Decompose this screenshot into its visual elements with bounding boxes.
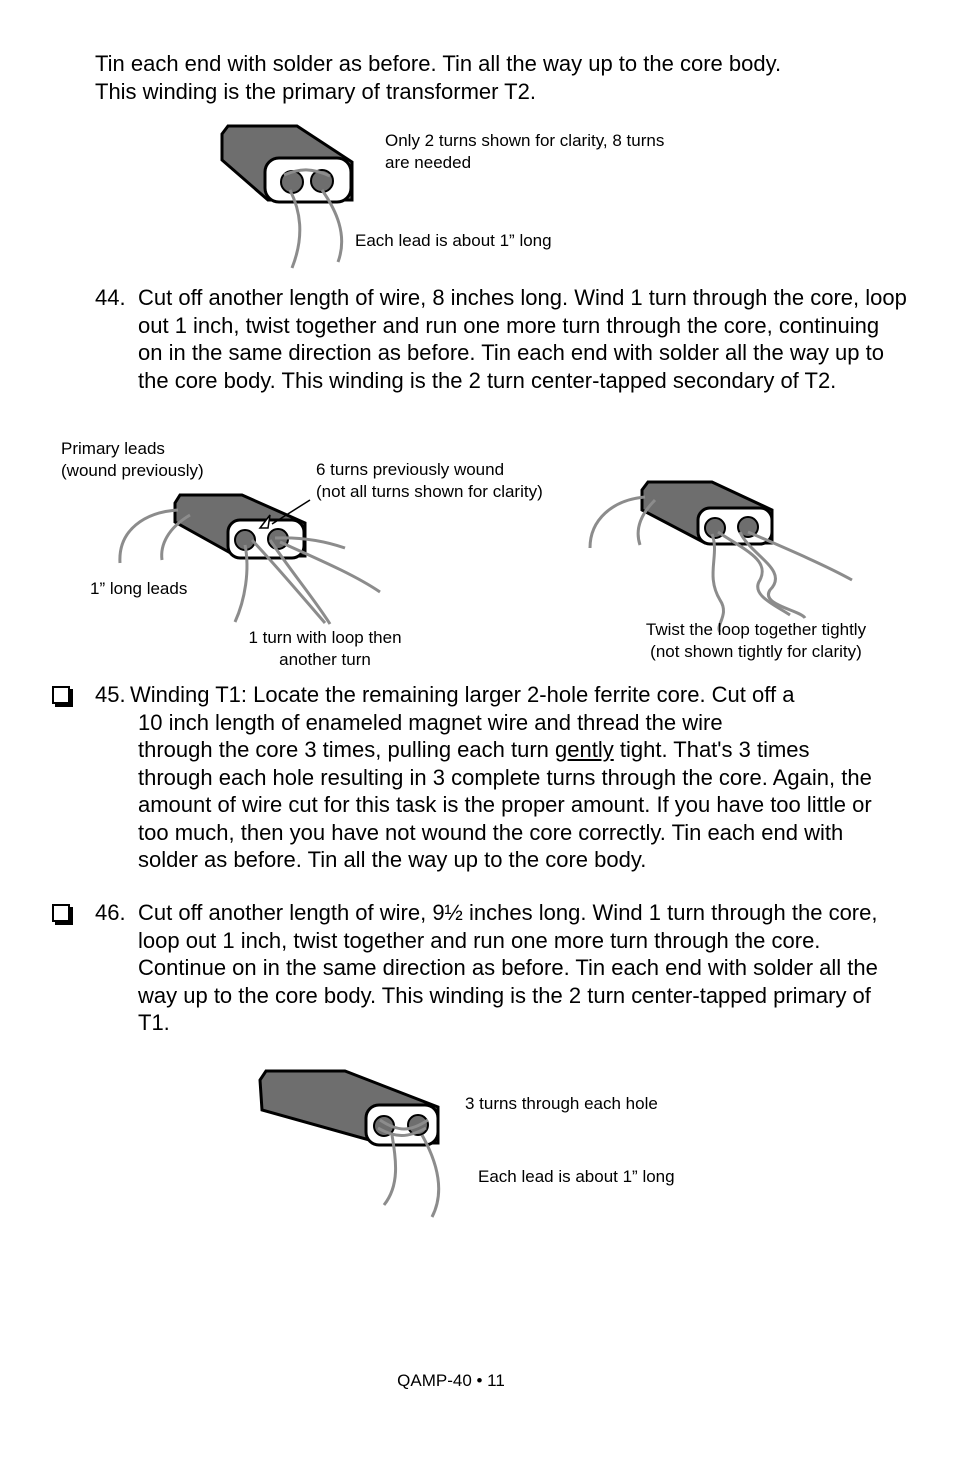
figure2-six-turns-line-1: 6 turns previously wound [316, 460, 505, 479]
figure2-loop-line-1: 1 turn with loop then [248, 628, 402, 647]
figure1-caption-leads: Each lead is about 1” long [355, 231, 552, 250]
step-44-number: 44. [95, 285, 126, 310]
figure3-caption-leads: Each lead is about 1” long [478, 1167, 675, 1186]
step-45-number: 45. [95, 682, 126, 707]
step-45-line-2: 10 inch length of enameled magnet wire and thread the wire [138, 709, 723, 735]
step-45-rest: through each hole resulting in 3 complete turns through the core. Again, the amount of wire cut for this task is the proper amount. If you have too little or too much, then you have not wound the core correctly. Tin each end with solder as before. Tin all the way up to the core body. [138, 764, 872, 872]
figure2-loop-line-2: another turn [279, 650, 371, 669]
page-footer: QAMP-40 • 11 [397, 1371, 505, 1390]
figure2-long-leads-label: 1” long leads [90, 579, 188, 598]
figure3-caption-turns: 3 turns through each hole [465, 1094, 658, 1113]
intro-line-2: This winding is the primary of transformer T2. [95, 78, 536, 104]
figure2-primary-leads-line-1: Primary leads [61, 439, 165, 458]
step-45-gently-emphasis: gently [555, 737, 614, 762]
figure2-twist-line-2: (not shown tightly for clarity) [650, 642, 862, 661]
intro-line-1: Tin each end with solder as before. Tin all the way up to the core body. [95, 51, 782, 76]
step-46-number: 46. [95, 900, 126, 925]
step-45-line-3-end: tight. That's 3 times [613, 737, 810, 762]
figure2-twist-line-1: Twist the loop together tightly [645, 620, 867, 639]
step-46-text: Cut off another length of wire, 9½ inches long. Wind 1 turn through the core, loop out 1 inch, twist together and run one more turn through the core. Continue on in the same direction as before. Tin each end with solder all the way up to the core body. This winding is the 2 turn center-tapped primary of T1. [138, 900, 878, 1035]
figure1-caption-turns: Only 2 turns shown for clarity, 8 turns are needed [385, 131, 665, 172]
figure2-six-turns-line-2: (not all turns shown for clarity) [316, 482, 543, 501]
step-44-text: Cut off another length of wire, 8 inches long. Wind 1 turn through the core, loop out 1 inch, twist together and run one more turn through the core, continuing on in the same direction as before. Tin each end with solder all the way up to the core body. This winding is the 2 turn center-tapped secondary of T2. [138, 285, 907, 393]
figure2-primary-leads-line-2: (wound previously) [61, 461, 204, 480]
step-45-line-1: Winding T1: Locate the remaining larger 2-hole ferrite core. Cut off a [130, 682, 795, 707]
figure3-core [260, 1071, 439, 1217]
step-45-line-3-start: through the core 3 times, pulling each turn [138, 737, 556, 762]
